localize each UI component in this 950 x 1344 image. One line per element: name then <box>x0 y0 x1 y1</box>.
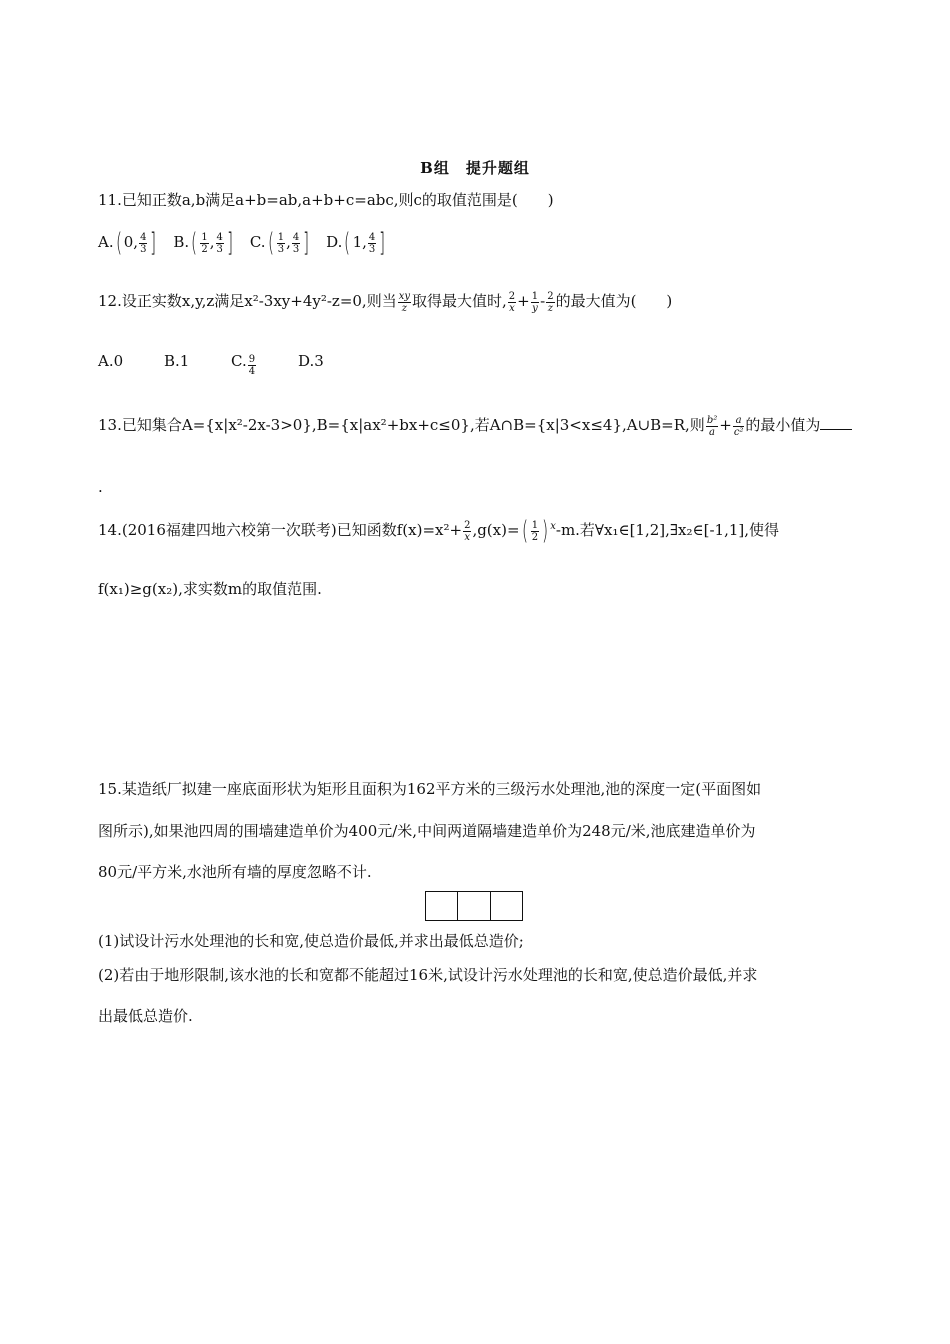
question-11-options <box>98 230 397 256</box>
pool-chamber-2 <box>458 892 490 920</box>
question-12-stem: 12.设正实数x,y,z满足x²-3xy+4y²-z=0,则当 $\frac{xy}{z}$ 取得最大值时, $\frac{2}{x}$ + $\frac{1}{y}$ - $\frac{2}{z}$ 的最大值为( ) <box>98 290 673 314</box>
q11-option-c: C.( $\frac{1}{3}$ , $\frac{4}{3}$ ] <box>249 228 310 258</box>
question-15-line-3: 80元/平方米,水池所有墙的厚度忽略不计. <box>98 863 372 881</box>
question-15-line-2: 图所示),如果池四周的围墙建造单价为400元/米,中间两道隔墙建造单价为248元/米,池底建造单价为 <box>98 822 756 840</box>
question-11-stem: 11.已知正数a,b满足a+b=ab,a+b+c=abc,则c的取值范围是( ) <box>98 191 554 209</box>
section-title: B组 提升题组 <box>420 159 530 177</box>
question-15-line-1: 15.某造纸厂拟建一座底面形状为矩形且面积为162平方米的三级污水处理池,池的深度一定(平面图如 <box>98 780 762 798</box>
q12-option-d: D.3 <box>298 352 324 370</box>
question-15-part-2-line-2: 出最低总造价. <box>98 1007 193 1025</box>
question-15-part-1: (1)试设计污水处理池的长和宽,使总造价最低,并求出最低总造价; <box>98 932 524 950</box>
question-15-part-2-line-1: (2)若由于地形限制,该水池的长和宽都不能超过16米,试设计污水处理池的长和宽,使总造价最低,并求 <box>98 966 758 984</box>
question-13-stem: 13.已知集合A={x|x²-2x-3>0},B={x|ax²+bx+c≤0},若A∩B={x|3<x≤4},A∪B=R,则 $\frac{\text{b²}}{a}$ + $\frac{a}{\text{c²}}$ 的最小值为 <box>98 414 852 438</box>
pool-chamber-1 <box>426 892 458 920</box>
question-13-period: . <box>98 478 103 496</box>
question-14-line-2: f(x₁)≥g(x₂),求实数m的取值范围. <box>98 580 322 598</box>
pool-chamber-3 <box>491 892 522 920</box>
pool-plan-diagram <box>425 891 523 921</box>
q11-option-b: B.( $\frac{1}{2}$ , $\frac{4}{3}$ ] <box>173 228 233 258</box>
q11-option-d: D.( 1, $\frac{4}{3}$ ] <box>326 228 386 258</box>
q12-option-c: C. $\frac{9}{4}$ <box>231 352 256 377</box>
question-14-stem: 14.(2016福建四地六校第一次联考)已知函数f(x)=x²+ $\frac{2}{x}$ ,g(x)=( $\frac{1}{2}$ ) $^x$-m.若∀x₁∈[1,2],∃x₂∈[-1,1],使得 <box>98 516 780 546</box>
q12-option-b: B.1 <box>164 352 190 370</box>
q12-option-a: A.0 <box>98 352 124 370</box>
answer-blank <box>820 415 852 430</box>
q11-option-a: A.( 0, $\frac{4}{3}$ ] <box>98 228 157 258</box>
